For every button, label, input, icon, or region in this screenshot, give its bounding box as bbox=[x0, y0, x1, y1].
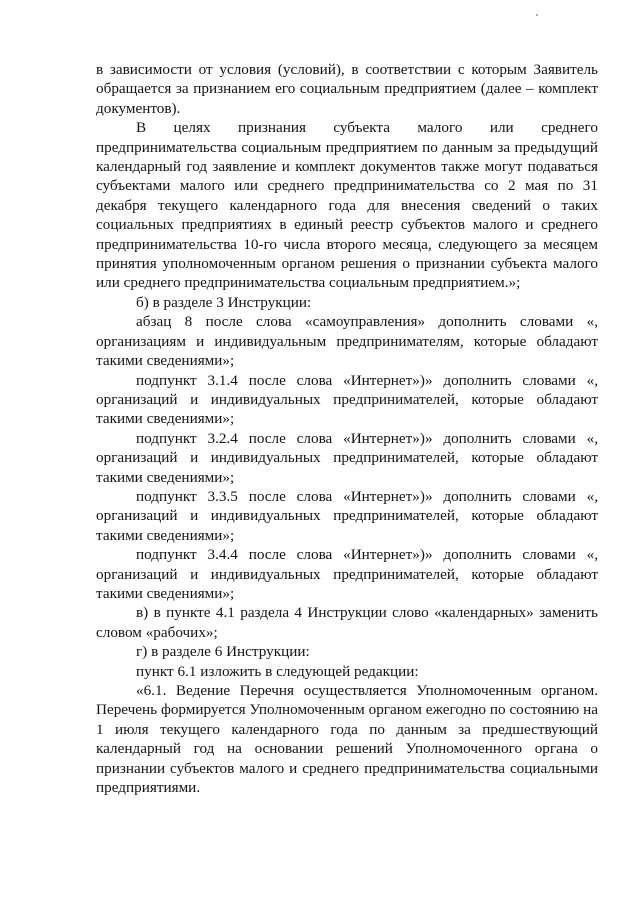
paragraph-subitem-3-4-4: подпункт 3.4.4 после слова «Интернет»)» дополнить словами «, организаций и индивидуальных предпринимателей, которые обладают такими сведениями»; bbox=[96, 546, 598, 602]
scan-speck bbox=[536, 14, 538, 16]
paragraph-item-6-1-text: «6.1. Ведение Перечня осуществляется Уполномоченным органом. Перечень формируется Уполномоченным органом ежегодно по состоянию на 1 июля текущего календарного года по данным за предшествующий календарный год на основании решений Уполномоченного органа о признании субъектов малого и среднего предпринимательства социальными предприятиями. bbox=[96, 682, 598, 797]
document-body bbox=[96, 60, 598, 797]
paragraph-item-4-1: в) в пункте 4.1 раздела 4 Инструкции слово «календарных» заменить словом «рабочих»; bbox=[96, 604, 598, 641]
paragraph-social-enterprise-deadline: В целях признания субъекта малого или среднего предпринимательства социальным предприятием по данным за предыдущий календарный год заявление и комплект документов также могут подаваться субъектами малого или среднего предпринимательства со 2 мая по 31 декабря текущего календарного года для внесения сведений о таких социальных предприятиях в единый реестр субъектов малого и среднего предпринимательства 10-го числа второго месяца, следующего за месяцем принятия уполномоченным органом решения о признании субъекта малого или среднего предпринимательства социальным предприятием.»; bbox=[96, 119, 598, 292]
paragraph-item-6-1-intro: пункт 6.1 изложить в следующей редакции: bbox=[136, 662, 419, 680]
paragraph-section-3-heading: б) в разделе 3 Инструкции: bbox=[136, 293, 312, 311]
paragraph-subitem-3-2-4: подпункт 3.2.4 после слова «Интернет»)» дополнить словами «, организаций и индивидуальных предпринимателей, которые обладают такими сведениями»; bbox=[96, 429, 598, 486]
paragraph-section-6-heading: г) в разделе 6 Инструкции: bbox=[136, 643, 310, 661]
paragraph-continuation: в зависимости от условия (условий), в соответствии с которым Заявитель обращается за признанием его социальным предприятием (далее – комплект документов). bbox=[96, 61, 598, 117]
paragraph-abzac-8: абзац 8 после слова «самоуправления» дополнить словами «, организациям и индивидуальным предпринимателям, которые обладают такими сведениями»; bbox=[96, 313, 598, 370]
paragraph-subitem-3-3-5: подпункт 3.3.5 после слова «Интернет»)» дополнить словами «, организаций и индивидуальных предпринимателей, которые обладают такими сведениями»; bbox=[96, 487, 598, 544]
paragraph-subitem-3-1-4: подпункт 3.1.4 после слова «Интернет»)» дополнить словами «, организаций и индивидуальных предпринимателей, которые обладают такими сведениями»; bbox=[96, 371, 598, 428]
